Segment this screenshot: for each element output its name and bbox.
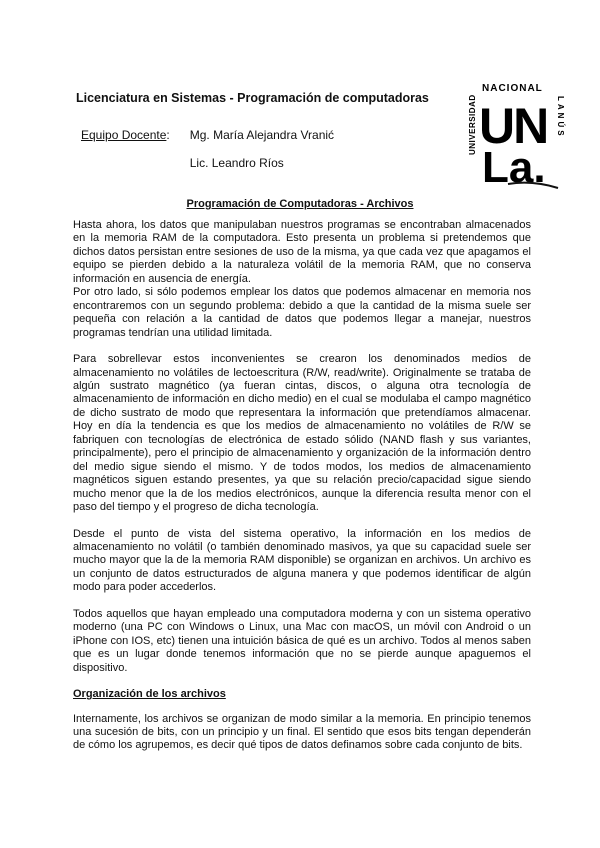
paragraph: Internamente, los archivos se organizan de modo similar a la memoria. En principio tenemos una sucesión de bits, con un principio y un final. El sentido que esos bits tengan dependerán de cómo los agrupemos, es decir qué tipos de datos definamos sobre cada conjunto de bits. — [73, 712, 531, 752]
teacher-list — [190, 128, 334, 184]
teacher-name: Lic. Leandro Ríos — [189, 156, 284, 170]
paragraph: Hasta ahora, los datos que manipulaban nuestros programas se encontraban almacenados en la memoria RAM de la computadora. Esto presenta un problema si pretendemos que dichos datos persistan entre sesiones de uso de la misma, ya que cada vez que apagamos el equipo se pierden debido a la naturaleza volátil de la memoria RAM, que no conserva información en ausencia de energía. — [73, 219, 531, 285]
university-logo — [462, 80, 572, 190]
course-header: Licenciatura en Sistemas - Programación de computadoras — [76, 91, 429, 105]
teacher-name: Mg. María Alejandra Vranić — [189, 128, 335, 142]
svg-text:UN: UN — [479, 98, 548, 154]
staff-row — [81, 128, 334, 184]
svg-text:NACIONAL: NACIONAL — [482, 83, 543, 94]
paragraph: Para sobrellevar estos inconvenientes se crearon los denominados medios de almacenamiento no volátiles de lectoescritura (R/W, read/write). Originalmente se trataba de algún sustrato magnético (ya fueran cintas, discos, o alguna otra tecnología de almacenamiento de información en dicho medio) en el cual se modulaba el campo magnético de dicho sustrato de modo que representara la información que pretendíamos almacenar. Hoy en día la tendencia es que los medios de almacenamiento no volátiles de R/W se fabriquen con tecnologías de electrónica de estado sólido (NAND flash y sus variantes, principalmente), pero el principio de almacenamiento y organización de la información dentro del medio sigue siendo el mismo. Y de todos modos, los medios de almacenamiento magnéticos siguen estando presentes, ya que su relación precio/capacidad sigue siendo mucho menor que la de los medios electrónicos, aunque la diferencia resulta menor con el paso del tiempo y el progreso de dicha tecnología. — [73, 353, 531, 514]
paragraph: Desde el punto de vista del sistema operativo, la información en los medios de almacenamiento no volátil (o también denominado masivos, ya que su capacidad suele ser mucho mayor que la de la memoria RAM disponible) se organizan en archivos. Un archivo es un conjunto de datos estructurados de alguna manera y que podemos identificar de algún modo para poder accederlos. — [73, 527, 531, 594]
paragraph: Todos aquellos que hayan empleado una computadora moderna y con un sistema operativo moderno (una PC con Windows o Linux, una Mac con macOS, un móvil con Android o un iPhone con IOS, etc) tienen una intuición básica de qué es un archivo. Todos al menos saben que es un lugar donde tenemos información que no se pierde aunque apaguemos el dispositivo. — [73, 607, 531, 674]
staff-colon: : — [166, 128, 170, 142]
staff-label: Equipo Docente — [81, 128, 167, 142]
svg-text:UNIVERSIDAD: UNIVERSIDAD — [468, 94, 477, 155]
section-heading: Organización de los archivos — [73, 688, 226, 701]
document-body — [73, 219, 531, 753]
paragraph: Por otro lado, si sólo podemos emplear los datos que podemos almacenar en memoria nos encontraremos con un segundo problema: debido a que la cantidad de la misma suele ser pequeña con relación a la cantidad de datos que podemos llegar a manejar, nuestros programas tendrían una utilidad limitada. — [73, 286, 531, 339]
svg-text:La.: La. — [482, 143, 546, 190]
svg-text:LANÚS: LANÚS — [556, 96, 565, 139]
document-title: Programación de Computadoras - Archivos — [186, 198, 414, 210]
